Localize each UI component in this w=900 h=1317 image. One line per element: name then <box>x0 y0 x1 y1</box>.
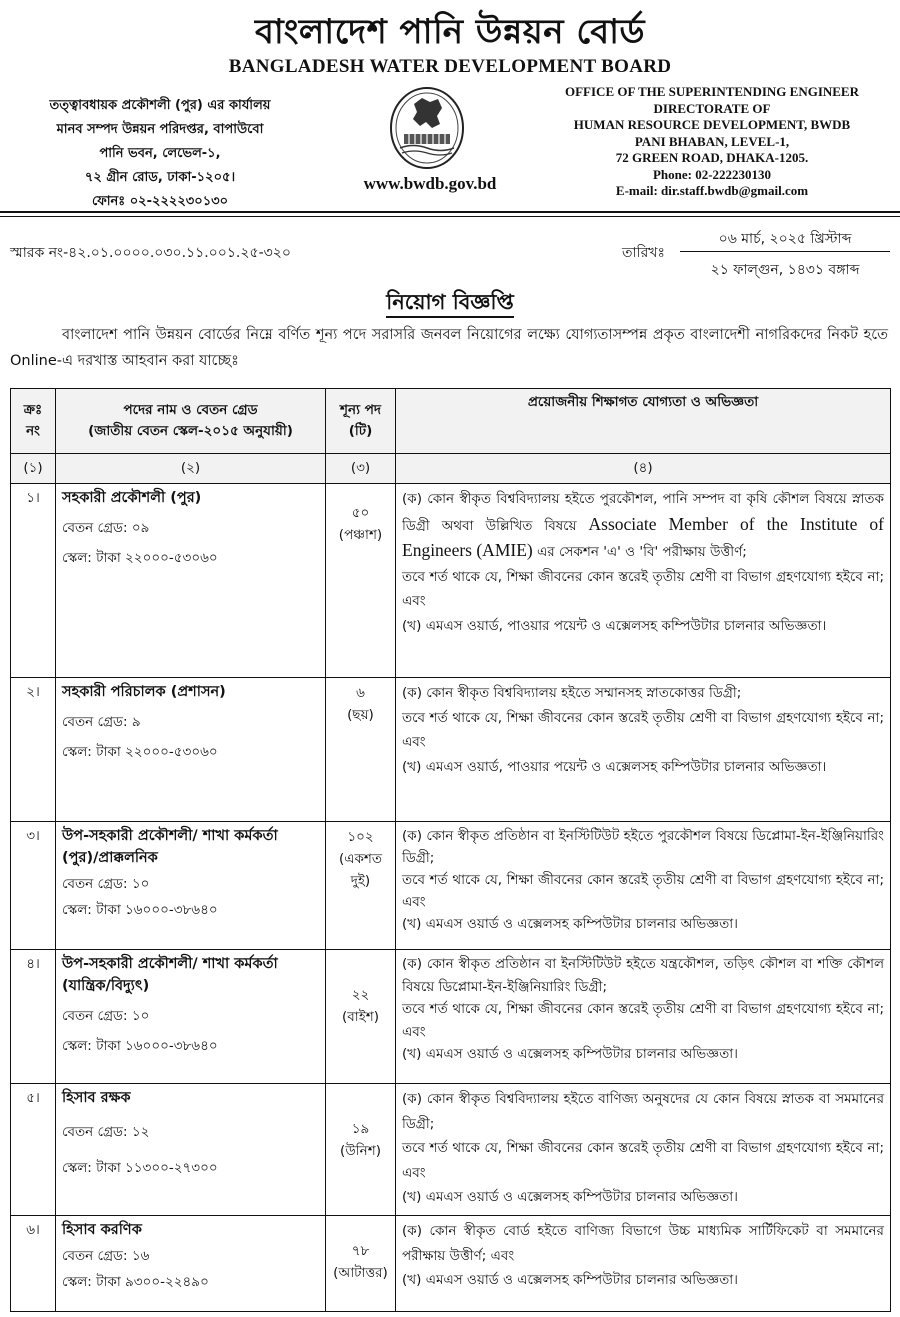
row-serial: ৩। <box>11 822 56 950</box>
table-row <box>11 484 891 678</box>
pay-grade: বেতন গ্রেড: ০৯ <box>62 520 150 536</box>
pay-grade: বেতন গ্রেড: ১৬ <box>62 1248 150 1264</box>
pay-scale: স্কেল: টাকা ১১৩০০-২৭৩০০ <box>62 1160 218 1176</box>
requirement-b: (খ) এমএস ওয়ার্ড ও এক্সেলসহ কম্পিউটার চালনার অভিজ্ঞতা। <box>402 916 738 932</box>
header-post-name-line: পদের নাম ও বেতন গ্রেড <box>123 402 258 418</box>
post-name: সহকারী পরিচালক (প্রশাসন) <box>62 684 226 700</box>
vacancy-count: ১৯ <box>351 1121 370 1137</box>
office-phone: ফোনঃ ০২-২২২২৩০১৩০ <box>91 194 229 209</box>
vacancy-words: (বাইশ) <box>342 1009 379 1025</box>
vacancy-count: ৭৮ <box>351 1243 370 1259</box>
post-name: উপ-সহকারী প্রকৌশলী/ শাখা কর্মকর্তা (যান্ত্রিক/বিদ্যুৎ) <box>62 956 278 994</box>
header-vacancy-line: (টি) <box>348 423 373 439</box>
header-serial: ক্রঃ নং <box>11 389 56 454</box>
post-cell <box>56 1216 326 1312</box>
table-row <box>11 950 891 1084</box>
requirement-a-amie: Associate Member of the Institute of Engineers (AMIE) <box>402 513 884 560</box>
post-name: হিসাব করণিক <box>62 1222 142 1238</box>
requirement-condition: তবে শর্ত থাকে যে, শিক্ষা জীবনের কোন স্তরেই তৃতীয় শ্রেণী বা বিভাগ গ্রহণযোগ্য হইবে না; এবং <box>402 568 884 609</box>
vacancy-count: ৬ <box>356 685 365 701</box>
vacancy-words: (উনিশ) <box>340 1143 381 1159</box>
office-phone: Phone: 02-222230130 <box>652 166 772 182</box>
requirement-cell <box>396 822 891 950</box>
table-row <box>11 678 891 822</box>
bwdb-emblem-icon <box>388 86 466 170</box>
pay-scale: স্কেল: টাকা ৯৩০০-২২৪৯০ <box>62 1274 209 1290</box>
requirement-b: (খ) এমএস ওয়ার্ড, পাওয়ার পয়েন্ট ও এক্সেলসহ কম্পিউটার চালনার অভিজ্ঞতা। <box>402 758 827 775</box>
column-number: (৪) <box>396 454 891 484</box>
pay-grade: বেতন গ্রেড: ১০ <box>62 1008 150 1024</box>
table-row <box>11 1084 891 1216</box>
pay-scale: স্কেল: টাকা ২২০০০-৫৩০৬০ <box>62 744 218 760</box>
office-line: পানি ভবন, লেভেল-১, <box>99 146 221 161</box>
vacancy-words: (আটাত্তর) <box>333 1265 388 1281</box>
requirement-cell <box>396 484 891 678</box>
notice-intro: বাংলাদেশ পানি উন্নয়ন বোর্ডের নিম্নে বর্ণিত শূন্য পদে সরাসরি জনবল নিয়োগের লক্ষ্যে যোগ্যতাসম্পন্ন প্রকৃত বাংলাদেশী নাগরিকদের নিকট হতে Online-এ দরখাস্ত আহবান করা যাচ্ছেঃ <box>10 327 888 369</box>
pay-grade: বেতন গ্রেড: ১২ <box>62 1124 150 1140</box>
header-post-name <box>56 389 326 454</box>
vacancy-cell <box>326 950 396 1084</box>
row-serial: ২। <box>11 678 56 822</box>
vacancy-cell <box>326 1216 396 1312</box>
office-line: তত্ত্বাবধায়ক প্রকৌশলী (পুর) এর কার্যালয় <box>49 98 271 113</box>
row-serial: ৪। <box>11 950 56 1084</box>
office-line: মানব সম্পদ উন্নয়ন পরিদপ্তর, বাপাউবো <box>56 122 264 137</box>
requirement-condition: তবে শর্ত থাকে যে, শিক্ষা জীবনের কোন স্তরেই তৃতীয় শ্রেণী বা বিভাগ গ্রহণযোগ্য হইবে না; এবং <box>402 872 884 910</box>
requirement-a: (ক) কোন স্বীকৃত বিশ্ববিদ্যালয় হইতে বাণিজ্য অনুষদের যে কোন বিষয়ে স্নাতক বা সমমানের ডিগ্রী; <box>402 1091 884 1132</box>
table-row <box>11 1216 891 1312</box>
office-address-bn <box>10 94 310 214</box>
header-divider <box>0 211 900 213</box>
requirement-a: (ক) কোন স্বীকৃত বোর্ড হইতে বাণিজ্য বিভাগে উচ্চ মাধ্যমিক সার্টিফিকেট বা সমমানের পরীক্ষায় উত্তীর্ণ; এবং <box>402 1223 884 1264</box>
office-line: PANI BHABAN, LEVEL-1, <box>634 133 790 149</box>
header-requirement: প্রয়োজনীয় শিক্ষাগত যোগ্যতা ও অভিজ্ঞতা <box>396 389 891 454</box>
post-cell <box>56 822 326 950</box>
row-serial: ৬। <box>11 1216 56 1312</box>
pay-scale: স্কেল: টাকা ১৬০০০-৩৮৬৪০ <box>62 1038 218 1054</box>
post-cell <box>56 1084 326 1216</box>
office-line: ৭২ গ্রীন রোড, ঢাকা-১২০৫। <box>84 170 236 185</box>
requirement-b: (খ) এমএস ওয়ার্ড ও এক্সেলসহ কম্পিউটার চালনার অভিজ্ঞতা। <box>402 1272 738 1288</box>
date-label: তারিখঃ <box>622 245 665 261</box>
header-divider-thin <box>0 216 900 217</box>
vacancy-count: ৫০ <box>351 505 370 521</box>
vacancy-words: (একশত দুই) <box>338 851 383 889</box>
website-link[interactable]: www.bwdb.gov.bd <box>363 174 497 193</box>
posts-table <box>10 388 891 1312</box>
notice-heading <box>0 286 900 321</box>
requirement-b: (খ) এমএস ওয়ার্ড ও এক্সেলসহ কম্পিউটার চালনার অভিজ্ঞতা। <box>402 1046 738 1062</box>
requirement-cell <box>396 950 891 1084</box>
column-number-row <box>11 454 891 484</box>
requirement-a-text-end: এর সেকশন 'এ' ও 'বি' পরীক্ষায় উত্তীর্ণ; <box>532 544 747 560</box>
office-line: OFFICE OF THE SUPERINTENDING ENGINEER <box>565 84 859 99</box>
requirement-a <box>402 487 884 565</box>
date-gregorian: ০৬ মার্চ, ২০২৫ খ্রিস্টাব্দ <box>718 231 852 247</box>
requirement-cell <box>396 1216 891 1312</box>
column-number: (১) <box>11 454 56 484</box>
requirement-cell <box>396 1084 891 1216</box>
post-name: সহকারী প্রকৌশলী (পুর) <box>62 490 202 506</box>
requirement-condition: তবে শর্ত থাকে যে, শিক্ষা জীবনের কোন স্তরেই তৃতীয় শ্রেণী বা বিভাগ গ্রহণযোগ্য হইবে না; এবং <box>402 1140 884 1181</box>
header-vacancy-line: শূন্য পদ <box>340 402 381 418</box>
post-name: উপ-সহকারী প্রকৌশলী/ শাখা কর্মকর্তা (পুর)/প্রাক্কলনিক <box>62 828 278 866</box>
requirement-a: (ক) কোন স্বীকৃত প্রতিষ্ঠান বা ইনস্টিটিউট হইতে যন্ত্রকৌশল, তড়িৎ কৌশল বা শক্তি কৌশল বিষয়ে ডিপ্লোমা-ইন-ইঞ্জিনিয়ারিং ডিগ্রী; <box>402 956 884 995</box>
post-cell <box>56 484 326 678</box>
requirement-cell <box>396 678 891 822</box>
requirement-condition: তবে শর্ত থাকে যে, শিক্ষা জীবনের কোন স্তরেই তৃতীয় শ্রেণী বা বিভাগ গ্রহণযোগ্য হইবে না; এবং <box>402 709 884 750</box>
header-vacancy <box>326 389 396 454</box>
pay-scale: স্কেল: টাকা ২২০০০-৫৩০৬০ <box>62 550 218 566</box>
pay-grade: বেতন গ্রেড: ৯ <box>62 714 141 730</box>
vacancy-words: (ছয়) <box>347 707 374 723</box>
post-cell <box>56 678 326 822</box>
vacancy-cell <box>326 484 396 678</box>
office-address-en <box>532 84 892 200</box>
row-serial: ৫। <box>11 1084 56 1216</box>
row-serial: ১। <box>11 484 56 678</box>
requirement-condition: তবে শর্ত থাকে যে, শিক্ষা জীবনের কোন স্তরেই তৃতীয় শ্রেণী বা বিভাগ গ্রহণযোগ্য হইবে না; এবং <box>402 1001 884 1040</box>
vacancy-count: ২২ <box>351 987 370 1003</box>
column-number: (২) <box>56 454 326 484</box>
office-line: HUMAN RESOURCE DEVELOPMENT, BWDB <box>573 117 851 132</box>
pay-scale: স্কেল: টাকা ১৬০০০-৩৮৬৪০ <box>62 902 218 918</box>
date-bangla: ২১ ফাল্গুন, ১৪৩১ বঙ্গাব্দ <box>710 262 860 278</box>
table-row <box>11 822 891 950</box>
vacancy-words: (পঞ্চাশ) <box>338 527 383 543</box>
header-post-name-line: (জাতীয় বেতন স্কেল-২০১৫ অনুযায়ী) <box>88 423 293 439</box>
org-title-en: BANGLADESH WATER DEVELOPMENT BOARD <box>228 56 672 77</box>
vacancy-cell <box>326 1084 396 1216</box>
post-cell <box>56 950 326 1084</box>
office-email: E-mail: dir.staff.bwdb@gmail.com <box>615 183 809 198</box>
office-line: DIRECTORATE OF <box>653 100 771 116</box>
requirement-b: (খ) এমএস ওয়ার্ড, পাওয়ার পয়েন্ট ও এক্সেলসহ কম্পিউটার চালনার অভিজ্ঞতা। <box>402 617 827 634</box>
requirement-a: (ক) কোন স্বীকৃত প্রতিষ্ঠান বা ইনস্টিটিউট হইতে পুরকৌশল বিষয়ে ডিপ্লোমা-ইন-ইঞ্জিনিয়ারিং ডিগ্রী; <box>402 828 884 866</box>
memo-number: স্মারক নং-৪২.০১.০০০০.০৩০.১১.০০১.২৫-৩২০ <box>10 245 291 261</box>
requirement-a: (ক) কোন স্বীকৃত বিশ্ববিদ্যালয় হইতে সম্মানসহ স্নাতকোত্তর ডিগ্রী; <box>402 685 742 701</box>
pay-grade: বেতন গ্রেড: ১০ <box>62 876 150 892</box>
office-line: 72 GREEN ROAD, DHAKA-1205. <box>615 150 809 165</box>
vacancy-cell <box>326 822 396 950</box>
vacancy-cell <box>326 678 396 822</box>
post-name: হিসাব রক্ষক <box>62 1090 131 1106</box>
column-number: (৩) <box>326 454 396 484</box>
vacancy-count: ১০২ <box>347 829 374 845</box>
requirement-a-text: (ক) কোন স্বীকৃত বিশ্ববিদ্যালয় হইতে পুরকৌশল, পানি সম্পদ বা কৃষি কৌশল বিষয়ে স্নাতক ডিগ্রী অথবা উল্লিখিত বিষয়ে <box>402 491 884 534</box>
table-header-row <box>11 389 891 454</box>
notice-heading-text: নিয়োগ বিজ্ঞপ্তি <box>386 290 514 318</box>
date-divider <box>680 251 890 252</box>
requirement-b: (খ) এমএস ওয়ার্ড ও এক্সেলসহ কম্পিউটার চালনার অভিজ্ঞতা। <box>402 1189 738 1205</box>
org-title-bn: বাংলাদেশ পানি উন্নয়ন বোর্ড <box>254 12 646 52</box>
